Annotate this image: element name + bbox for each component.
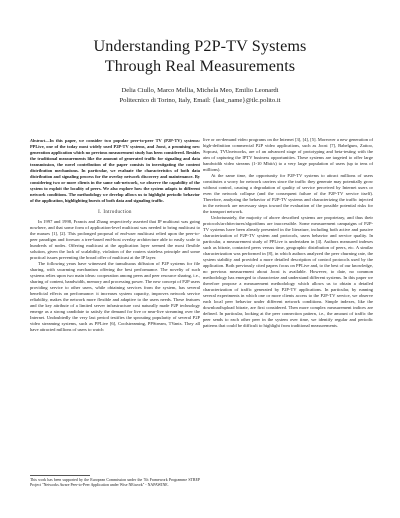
abstract-label: Abstract bbox=[30, 138, 46, 143]
abstract-text: —In this paper, we consider two popular peer-to-peer TV (P2P-TV) systems: PPLive, one of the today most widely used P2P-TV systems, and Joost, a promising new generation application which no previous measurement study has been considered. Besides the traditional measurements like the amount of generated traffic for signaling and data transmission, the novel contribution of the paper consists in investigating the content distribution mechanisms. In particular, we evaluate the characteristics of both data distribution and signaling process for the overlay network discovery and maintenance. By considering two or more clients in the same sub-network, we observe the capability of the system to exploit the locality of peers. We also explore how the system adapts to different network conditions. The methodology we develop allows us to highlight periodic behavior of the application, highlighting bursts of both data and signaling traffic. bbox=[30, 138, 200, 203]
right-paragraph-1: live or on-demand video programs on the Internet [3], [4], [5]. Moreover a new generation of high-definition commercial P2P video applications, such as Joost [7], Babelgum, Zattoo, Sopcast, TVUnetworks, are of an advanced stage of prototyping and beta-testing with the aim of capturing the IPTV business opportunities. These systems are targeted to offer large bandwidth video streams (1-10 Mbit/s) to a very large population of users (up to tens of millions). bbox=[203, 137, 373, 172]
title-line-2: Through Real Measurements bbox=[104, 57, 296, 75]
paper-title bbox=[0, 36, 400, 76]
section-heading-introduction: I. Introduction bbox=[98, 210, 132, 215]
footnote-rule bbox=[30, 475, 90, 476]
right-paragraph-2: At the same time, the opportunity for P2P-TV systems to attract millions of users constitutes a worry for network carriers since the traffic they generate may potentially grow without control, causing a degradation of quality of service perceived by Internet users or even the network collapse (and the consequent failure of the P2P-TV service itself). Therefore, analyzing the behavior of P2P-TV systems and characterizing the traffic injected in the network are necessary steps toward the evaluation of the possible potential risks for the transport network. bbox=[203, 173, 373, 214]
author-names: Delia Ciullo, Marco Mellia, Michela Meo, Emilio Leonardi bbox=[121, 87, 279, 94]
abstract bbox=[30, 138, 200, 204]
intro-paragraph-1: In 1997 and 1998, Francis and Zhang respectively asserted that IP multicast was going nowhere, and that some form of application-level multicast was needed to bring multicast to the masses [1], [2]. This prolonged proposal of end-user multicast relied upon the peer-to-peer paradigm and foresaw a tree-based end-host overlay architecture able to easily scale to hundreds of nodes. Offering multicast at the application layer seemed the most flexible solution, given the lack of scalability, violation of the routers stateless principle and some practical issues preventing the broad offer of multicast at the IP layer. bbox=[30, 219, 200, 260]
intro-paragraph-2: The following years have witnessed the tumultuous diffusion of P2P systems for file sharing, with swarming mechanism offering the best performance. The novelty of such systems relies upon two main ideas: cooperation among peers and peer resource sharing, i.e., sharing of content, bandwidth, memory and processing power. The new concept of P2P users providing service to other users, while obtaining services from the system, has several beneficial effects on performance: it increases system capacity, improves network service reliability, makes the network more flexible and adaptive to the users needs. These features and the key attribute of a limited server infrastructure cost naturally made P2P technology emerge as a strong candidate to satisfy the demand for live or near-live streaming over the Internet. Undoubtedly the very last period testifies the sprouting popularity of several P2P video streaming systems, such as PPLive [6], Coolstreaming, PPStream, TVants. They all have attracted millions of users to watch bbox=[30, 261, 200, 332]
left-column bbox=[30, 138, 200, 333]
title-line-1: Understanding P2P-TV Systems bbox=[93, 37, 307, 55]
right-paragraph-3: Unfortunately, the majority of above described systems are proprietary, and thus their protocols/architectures/algorithms are inaccessible. Some measurement campaigns of P2P-TV systems have been already presented in the literature, including both active and passive characterization of P2P-TV system and protocols, users behavior and service quality. In particular, a measurement study of PPLive is undertaken in [4]. Authors measured indexes such as bitrate, contacted peers versus time, geographic distribution of peers, etc. A similar characterization was performed in [8], in which authors analyzed the peer churning rate, the system stability and provided a more detailed description of control protocols used by the application. Both previously cited papers focus on PPLive and, to the best of our knowledge, no previous measurement about Joost is available. However, to date, no common methodology has emerged to characterize and understand different systems. In this paper we therefore propose a measurement methodology which allows us to obtain a detailed characterization of traffic generated by P2P-TV applications. In particular, by running several experiments in which one or more clients access to the P2P-TV service, we observe each local peer behavior under different network conditions. Simple indexes, like the download/upload bitrate, are first considered. Then more complex measurement indices are defined. In particular, looking at the peer connection pattern, i.e., the amount of traffic the peer sends to each other peer in the system over time, we identify regular and periodic patterns that could be difficult to highlight from traditional measurements. bbox=[203, 215, 373, 328]
footnote: This work has been supported by the European Commission under the 7th Framework Programme STREP Project "Networks Aware Peer-to-Peer Application under Wise NEtwork" - NAPAWINE. bbox=[30, 478, 200, 487]
author-affiliation: Politecnico di Torino, Italy, Email: {last_name}@tlc.polito.it bbox=[119, 96, 281, 104]
author-block bbox=[0, 86, 400, 105]
right-column bbox=[203, 137, 373, 329]
